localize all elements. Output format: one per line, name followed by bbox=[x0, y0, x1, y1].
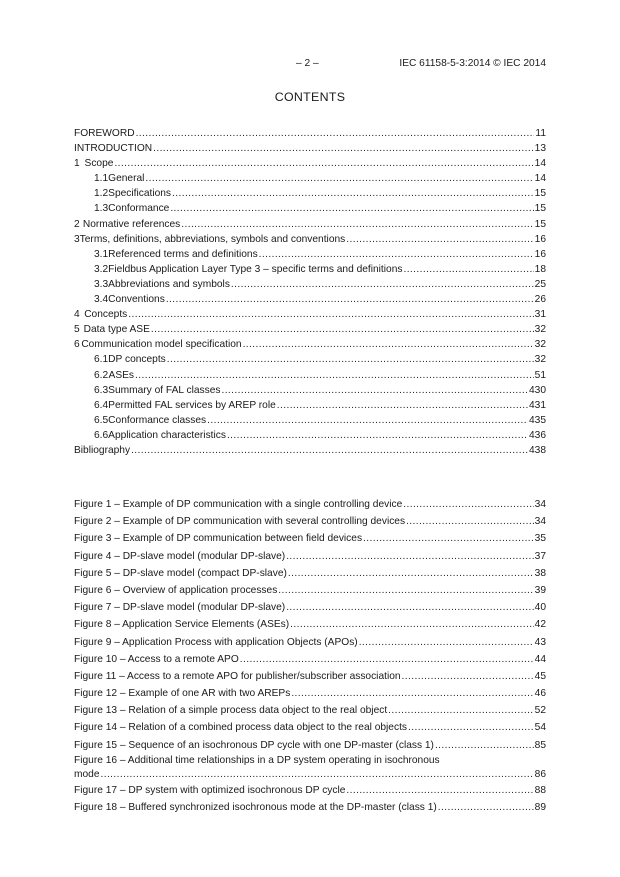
toc-entry[interactable] bbox=[74, 352, 546, 367]
figure-entry[interactable] bbox=[74, 651, 546, 668]
toc-entry-page: 51 bbox=[534, 369, 546, 381]
figure-entry[interactable] bbox=[74, 737, 546, 754]
toc-entry-title: Scope bbox=[84, 158, 114, 170]
dot-leader bbox=[100, 768, 533, 782]
dot-leader bbox=[240, 651, 534, 668]
dot-leader bbox=[170, 201, 533, 216]
toc-entry[interactable] bbox=[74, 141, 546, 156]
toc-entry-title: Specifications bbox=[108, 188, 172, 200]
toc-entry-number: 6.6 bbox=[94, 429, 109, 441]
toc-entry-page: 11 bbox=[535, 128, 546, 139]
toc-entry-number: 6.1 bbox=[94, 354, 109, 366]
dot-leader bbox=[135, 368, 534, 383]
figure-entry[interactable] bbox=[74, 496, 546, 513]
toc-entry[interactable] bbox=[74, 247, 546, 262]
toc-entry-page: 430 bbox=[529, 384, 546, 396]
toc-entry-title: Conformance bbox=[108, 203, 170, 215]
figure-entry-title: Figure 7 – DP-slave model (modular DP-slave) bbox=[74, 602, 286, 614]
toc-entry-number: 6 bbox=[74, 339, 80, 351]
figure-entry[interactable] bbox=[74, 530, 546, 547]
toc-entry-number: 1.2 bbox=[94, 188, 109, 200]
dot-leader bbox=[291, 685, 533, 702]
toc-entry-number: 6.5 bbox=[94, 414, 109, 426]
dot-leader bbox=[153, 141, 534, 156]
toc-entry[interactable] bbox=[74, 428, 546, 443]
dot-leader bbox=[406, 513, 534, 530]
dot-leader bbox=[167, 352, 534, 367]
dot-leader bbox=[172, 186, 534, 201]
toc-entry-title: General bbox=[108, 173, 145, 185]
figure-entry-page: 43 bbox=[534, 636, 546, 648]
figure-entry-title: Figure 4 – DP-slave model (modular DP-slave) bbox=[74, 550, 286, 562]
toc-entry-number: 2 bbox=[74, 218, 80, 230]
dot-leader bbox=[438, 799, 534, 816]
toc-entry-page: 15 bbox=[534, 188, 546, 200]
figure-entry-title: Figure 18 – Buffered synchronized isochronous mode at the DP-master (class 1) bbox=[74, 802, 437, 813]
dot-leader bbox=[181, 217, 533, 232]
toc-entry-title: ASEs bbox=[108, 369, 135, 381]
toc-entry[interactable] bbox=[74, 368, 546, 383]
toc-entry-number: 6.2 bbox=[94, 369, 109, 381]
toc-entry-title: Conventions bbox=[108, 294, 165, 306]
toc-entry-page: 15 bbox=[534, 203, 546, 215]
toc-entry-number: 1.1 bbox=[94, 173, 109, 185]
table-of-contents bbox=[74, 126, 546, 458]
figure-entry[interactable] bbox=[74, 616, 546, 633]
toc-entry-title: Terms, definitions, abbreviations, symbols and conventions bbox=[79, 233, 346, 245]
toc-entry-number: 3.3 bbox=[94, 278, 109, 290]
figure-entry-page: 39 bbox=[534, 584, 546, 596]
toc-entry[interactable] bbox=[74, 201, 546, 216]
dot-leader bbox=[207, 413, 528, 428]
figure-entry[interactable] bbox=[74, 565, 546, 582]
toc-entry-title: DP concepts bbox=[108, 354, 166, 366]
figure-entry[interactable] bbox=[74, 754, 546, 782]
toc-entry-title: Normative references bbox=[82, 218, 181, 230]
toc-entry-number: 3.4 bbox=[94, 294, 109, 306]
toc-entry-page: 13 bbox=[534, 143, 546, 155]
dot-leader bbox=[435, 737, 534, 754]
figure-entry-page: 52 bbox=[534, 705, 546, 717]
figure-entry-page: 40 bbox=[534, 602, 546, 614]
toc-entry-page: 32 bbox=[534, 354, 546, 366]
figure-entry-page: 46 bbox=[534, 688, 546, 700]
toc-entry-title: Concepts bbox=[84, 309, 128, 321]
toc-entry-page: 16 bbox=[534, 248, 546, 260]
figure-entry-title: Figure 5 – DP-slave model (compact DP-slave) bbox=[74, 567, 287, 579]
toc-entry-page: 16 bbox=[534, 233, 546, 245]
figure-entry[interactable] bbox=[74, 582, 546, 599]
toc-entry-title: Abbreviations and symbols bbox=[108, 278, 230, 290]
figure-entry[interactable] bbox=[74, 513, 546, 530]
figure-entry-title: Figure 11 – Access to a remote APO for publisher/subscriber association bbox=[74, 670, 401, 682]
figure-entry-title: Figure 16 – Additional time relationships in a DP system operating in isochronous bbox=[74, 754, 440, 766]
dot-leader bbox=[408, 719, 534, 736]
dot-leader bbox=[243, 337, 534, 352]
figure-entry-page: 85 bbox=[534, 739, 546, 751]
dot-leader bbox=[277, 398, 528, 413]
figure-entry-title: Figure 1 – Example of DP communication with a single controlling device bbox=[74, 499, 403, 510]
toc-entry-page: 431 bbox=[529, 399, 546, 411]
figure-entry[interactable] bbox=[74, 634, 546, 651]
figure-entry[interactable] bbox=[74, 548, 546, 565]
figure-entry-title: Figure 10 – Access to a remote APO bbox=[74, 653, 239, 665]
toc-entry-page: 26 bbox=[534, 294, 546, 306]
toc-entry-title: Permitted FAL services by AREP role bbox=[108, 399, 276, 411]
dot-leader bbox=[166, 292, 534, 307]
figure-entry-title: Figure 14 – Relation of a combined process data object to the real objects bbox=[74, 722, 407, 734]
dot-leader bbox=[128, 307, 533, 322]
toc-entry-title: Fieldbus Application Layer Type 3 – specific terms and definitions bbox=[108, 263, 403, 275]
dot-leader bbox=[346, 232, 533, 247]
figure-entry-page: 42 bbox=[534, 619, 546, 631]
figure-entry-page: 86 bbox=[534, 768, 546, 780]
toc-entry[interactable] bbox=[74, 262, 546, 277]
dot-leader bbox=[259, 247, 534, 262]
figure-entry-title: Figure 8 – Application Service Elements (ASEs) bbox=[74, 619, 290, 631]
figure-entry-title: Figure 9 – Application Process with application Objects (APOs) bbox=[74, 636, 358, 648]
toc-entry-title: Summary of FAL classes bbox=[108, 384, 221, 396]
figure-entry[interactable] bbox=[74, 799, 546, 816]
toc-entry[interactable] bbox=[74, 156, 546, 171]
figure-entry-title-continued: mode bbox=[74, 768, 100, 780]
toc-entry[interactable] bbox=[74, 398, 546, 413]
toc-entry[interactable] bbox=[74, 277, 546, 292]
figure-entry-title: Figure 13 – Relation of a simple process data object to the real object bbox=[74, 705, 388, 717]
figure-entry[interactable] bbox=[74, 685, 546, 702]
toc-entry-title: Communication model specification bbox=[81, 339, 242, 351]
toc-entry-page: 18 bbox=[534, 263, 546, 275]
toc-entry-page: 31 bbox=[534, 309, 546, 321]
figure-entry-title: Figure 6 – Overview of application processes bbox=[74, 584, 278, 596]
toc-entry-page: 32 bbox=[534, 324, 546, 336]
toc-entry-number: 3 bbox=[74, 233, 80, 245]
dot-leader bbox=[359, 634, 534, 651]
figure-entry[interactable] bbox=[74, 719, 546, 736]
toc-entry[interactable] bbox=[74, 171, 546, 186]
toc-entry-title: INTRODUCTION bbox=[74, 143, 153, 155]
dot-leader bbox=[290, 616, 533, 633]
figure-entry-page: 35 bbox=[534, 533, 546, 545]
toc-entry-page: 435 bbox=[529, 414, 546, 426]
dot-leader bbox=[403, 496, 533, 513]
toc-entry[interactable] bbox=[74, 292, 546, 307]
toc-entry[interactable] bbox=[74, 126, 546, 141]
dot-leader bbox=[231, 277, 534, 292]
figure-entry-title: Figure 3 – Example of DP communication between field devices bbox=[74, 533, 363, 545]
dot-leader bbox=[151, 322, 534, 337]
toc-entry-title: Referenced terms and definitions bbox=[108, 248, 258, 260]
figure-entry-page: 34 bbox=[534, 499, 546, 510]
dot-leader bbox=[286, 599, 533, 616]
dot-leader bbox=[227, 428, 528, 443]
toc-entry-page: 32 bbox=[534, 339, 546, 351]
dot-leader bbox=[278, 582, 533, 599]
figure-entry-title: Figure 17 – DP system with optimized isochronous DP cycle bbox=[74, 784, 346, 796]
toc-entry-number: 1 bbox=[74, 158, 80, 170]
toc-entry-title: FOREWORD bbox=[74, 128, 135, 139]
figure-entry-page: 38 bbox=[534, 567, 546, 579]
figure-entry[interactable] bbox=[74, 782, 546, 799]
toc-entry[interactable] bbox=[74, 413, 546, 428]
toc-entry[interactable] bbox=[74, 443, 546, 458]
toc-entry-page: 436 bbox=[529, 429, 546, 441]
toc-entry-number: 3.1 bbox=[94, 248, 109, 260]
page-number: – 2 – bbox=[296, 58, 319, 69]
toc-entry[interactable] bbox=[74, 383, 546, 398]
figure-entry-title: Figure 15 – Sequence of an isochronous DP cycle with one DP-master (class 1) bbox=[74, 739, 434, 751]
figure-entry-page: 45 bbox=[534, 670, 546, 682]
dot-leader bbox=[402, 668, 534, 685]
dot-leader bbox=[388, 702, 533, 719]
dot-leader bbox=[221, 383, 528, 398]
dot-leader bbox=[136, 126, 535, 141]
figure-entry-page: 88 bbox=[534, 784, 546, 796]
dot-leader bbox=[403, 262, 533, 277]
dot-leader bbox=[363, 530, 534, 547]
toc-entry[interactable] bbox=[74, 322, 546, 337]
toc-entry-page: 438 bbox=[529, 444, 546, 456]
dot-leader bbox=[346, 782, 533, 799]
toc-entry-number: 6.3 bbox=[94, 384, 109, 396]
toc-entry-page: 14 bbox=[534, 158, 546, 170]
toc-entry-number: 3.2 bbox=[94, 263, 109, 275]
figure-entry[interactable] bbox=[74, 599, 546, 616]
toc-entry-title: Conformance classes bbox=[108, 414, 207, 426]
figure-entry[interactable] bbox=[74, 702, 546, 719]
toc-entry-number: 5 bbox=[74, 324, 80, 336]
page-title: CONTENTS bbox=[274, 90, 346, 104]
toc-entry[interactable] bbox=[74, 307, 546, 322]
toc-entry-page: 25 bbox=[534, 278, 546, 290]
page-header bbox=[0, 58, 620, 72]
list-of-figures bbox=[74, 496, 546, 816]
figure-entry-page: 37 bbox=[534, 550, 546, 562]
toc-entry-title: Bibliography bbox=[74, 444, 131, 456]
toc-entry-title: Application characteristics bbox=[108, 429, 226, 441]
document-id: IEC 61158-5-3:2014 © IEC 2014 bbox=[399, 58, 546, 69]
toc-entry[interactable] bbox=[74, 186, 546, 201]
toc-entry-page: 14 bbox=[534, 173, 546, 185]
figure-entry-page: 44 bbox=[534, 653, 546, 665]
dot-leader bbox=[145, 171, 533, 186]
toc-entry-number: 1.3 bbox=[94, 203, 109, 215]
figure-entry-page: 89 bbox=[534, 802, 546, 813]
figure-entry[interactable] bbox=[74, 668, 546, 685]
toc-entry[interactable] bbox=[74, 232, 546, 247]
figure-entry-page: 34 bbox=[534, 516, 546, 528]
dot-leader bbox=[288, 565, 534, 582]
dot-leader bbox=[131, 443, 528, 458]
dot-leader bbox=[114, 156, 533, 171]
toc-entry-number: 6.4 bbox=[94, 399, 109, 411]
figure-entry-title: Figure 12 – Example of one AR with two AREPs bbox=[74, 688, 291, 700]
toc-entry-page: 15 bbox=[534, 218, 546, 230]
figure-entry-page: 54 bbox=[534, 722, 546, 734]
dot-leader bbox=[286, 548, 533, 565]
toc-entry[interactable] bbox=[74, 217, 546, 232]
toc-entry-title: Data type ASE bbox=[83, 324, 150, 336]
figure-entry-title: Figure 2 – Example of DP communication with several controlling devices bbox=[74, 516, 406, 528]
toc-entry-number: 4 bbox=[74, 309, 80, 321]
toc-entry[interactable] bbox=[74, 337, 546, 352]
